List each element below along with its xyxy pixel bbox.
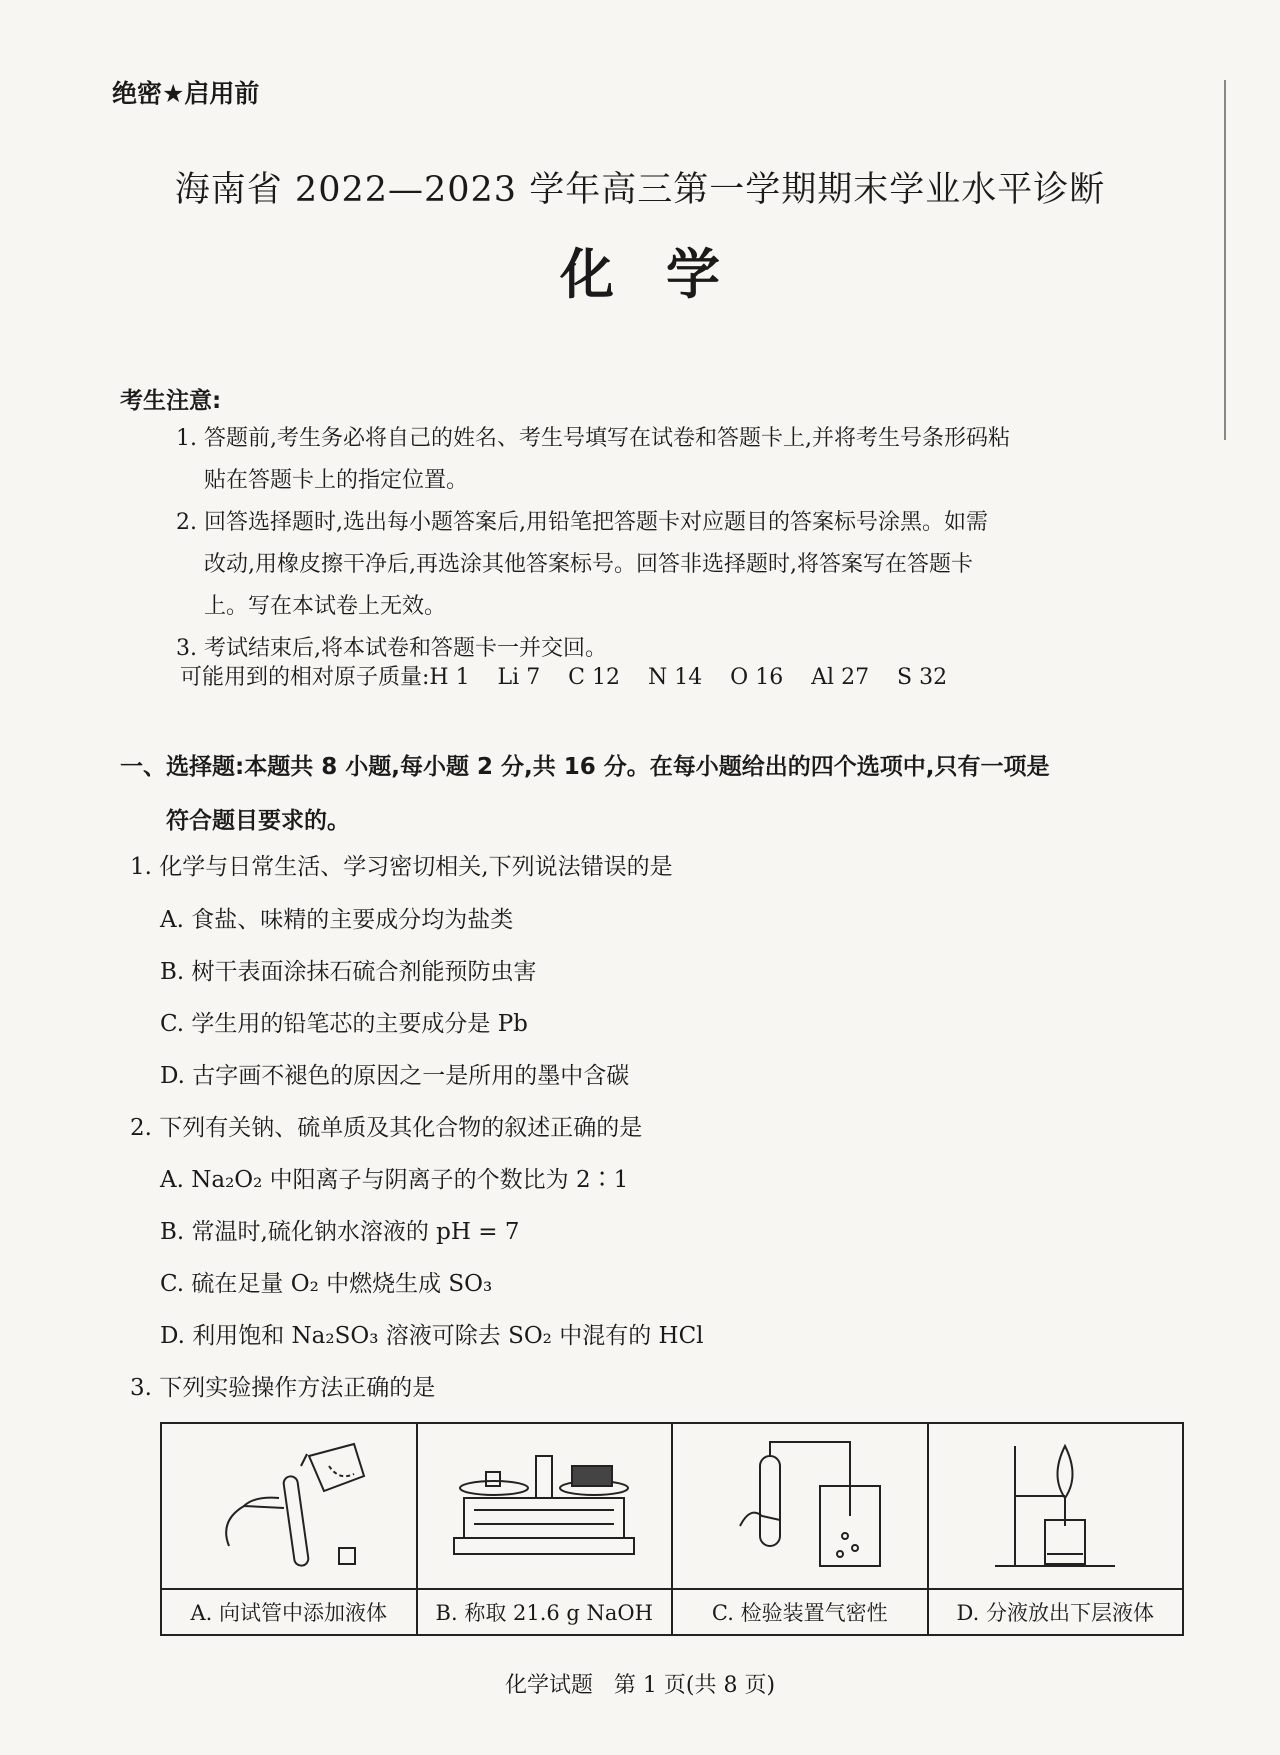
figure-caption: B. 称取 21.6 g NaOH — [418, 1588, 672, 1634]
figure-cell-a — [162, 1424, 418, 1634]
notice-heading: 考生注意: — [120, 388, 222, 414]
question-option: A. Na₂O₂ 中阳离子与阴离子的个数比为 2∶1 — [160, 1167, 629, 1193]
question-option: A. 食盐、味精的主要成分均为盐类 — [160, 907, 514, 933]
notice-item: 上。写在本试卷上无效。 — [204, 594, 447, 619]
notice-item: 3. 考试结束后,将本试卷和答题卡一并交回。 — [176, 636, 607, 661]
section-line: 符合题目要求的。 — [166, 808, 350, 834]
question-stem: 3. 下列实验操作方法正确的是 — [130, 1375, 436, 1401]
airtightness-check-illustration — [673, 1424, 927, 1588]
experiment-figure-table — [160, 1422, 1184, 1636]
question-option: C. 学生用的铅笔芯的主要成分是 Pb — [160, 1011, 528, 1037]
figure-caption: A. 向试管中添加液体 — [162, 1588, 416, 1634]
secret-label: 绝密★启用前 — [112, 79, 260, 108]
question-stem: 1. 化学与日常生活、学习密切相关,下列说法错误的是 — [130, 854, 673, 880]
notice-list — [176, 418, 1176, 670]
pour-liquid-illustration — [162, 1424, 416, 1588]
notice-item: 2. 回答选择题时,选出每小题答案后,用铅笔把答题卡对应题目的答案标号涂黑。如需 — [176, 510, 988, 535]
section-heading — [120, 740, 1180, 848]
question-option: B. 树干表面涂抹石硫合剂能预防虫害 — [160, 959, 537, 985]
question-option: C. 硫在足量 O₂ 中燃烧生成 SO₃ — [160, 1271, 493, 1297]
figure-caption: C. 检验装置气密性 — [673, 1588, 927, 1634]
figure-caption: D. 分液放出下层液体 — [929, 1588, 1183, 1634]
separatory-funnel-illustration — [929, 1424, 1183, 1588]
balance-illustration — [418, 1424, 672, 1588]
subject-title: 化学 — [560, 242, 772, 306]
figure-cell-b — [418, 1424, 674, 1634]
notice-item: 贴在答题卡上的指定位置。 — [204, 468, 469, 493]
question-option: D. 利用饱和 Na₂SO₃ 溶液可除去 SO₂ 中混有的 HCl — [160, 1323, 704, 1349]
section-line: 一、选择题:本题共 8 小题,每小题 2 分,共 16 分。在每小题给出的四个选项中,只有一项是 — [120, 754, 1050, 780]
figure-cell-c — [673, 1424, 929, 1634]
atomic-masses: 可能用到的相对原子质量:H 1 Li 7 C 12 N 14 O 16 Al 27 S 32 — [180, 665, 948, 690]
question-option: D. 古字画不褪色的原因之一是所用的墨中含碳 — [160, 1063, 630, 1089]
notice-item: 1. 答题前,考生务必将自己的姓名、考生号填写在试卷和答题卡上,并将考生号条形码粘 — [176, 426, 1010, 451]
notice-item: 改动,用橡皮擦干净后,再选涂其他答案标号。回答非选择题时,将答案写在答题卡 — [204, 552, 973, 577]
exam-title: 海南省 2022—2023 学年高三第一学期期末学业水平诊断 — [174, 170, 1106, 210]
question-stem: 2. 下列有关钠、硫单质及其化合物的叙述正确的是 — [130, 1115, 643, 1141]
page-footer: 化学试题 第 1 页(共 8 页) — [504, 1673, 776, 1698]
question-option: B. 常温时,硫化钠水溶液的 pH = 7 — [160, 1219, 520, 1245]
figure-cell-d — [929, 1424, 1183, 1634]
